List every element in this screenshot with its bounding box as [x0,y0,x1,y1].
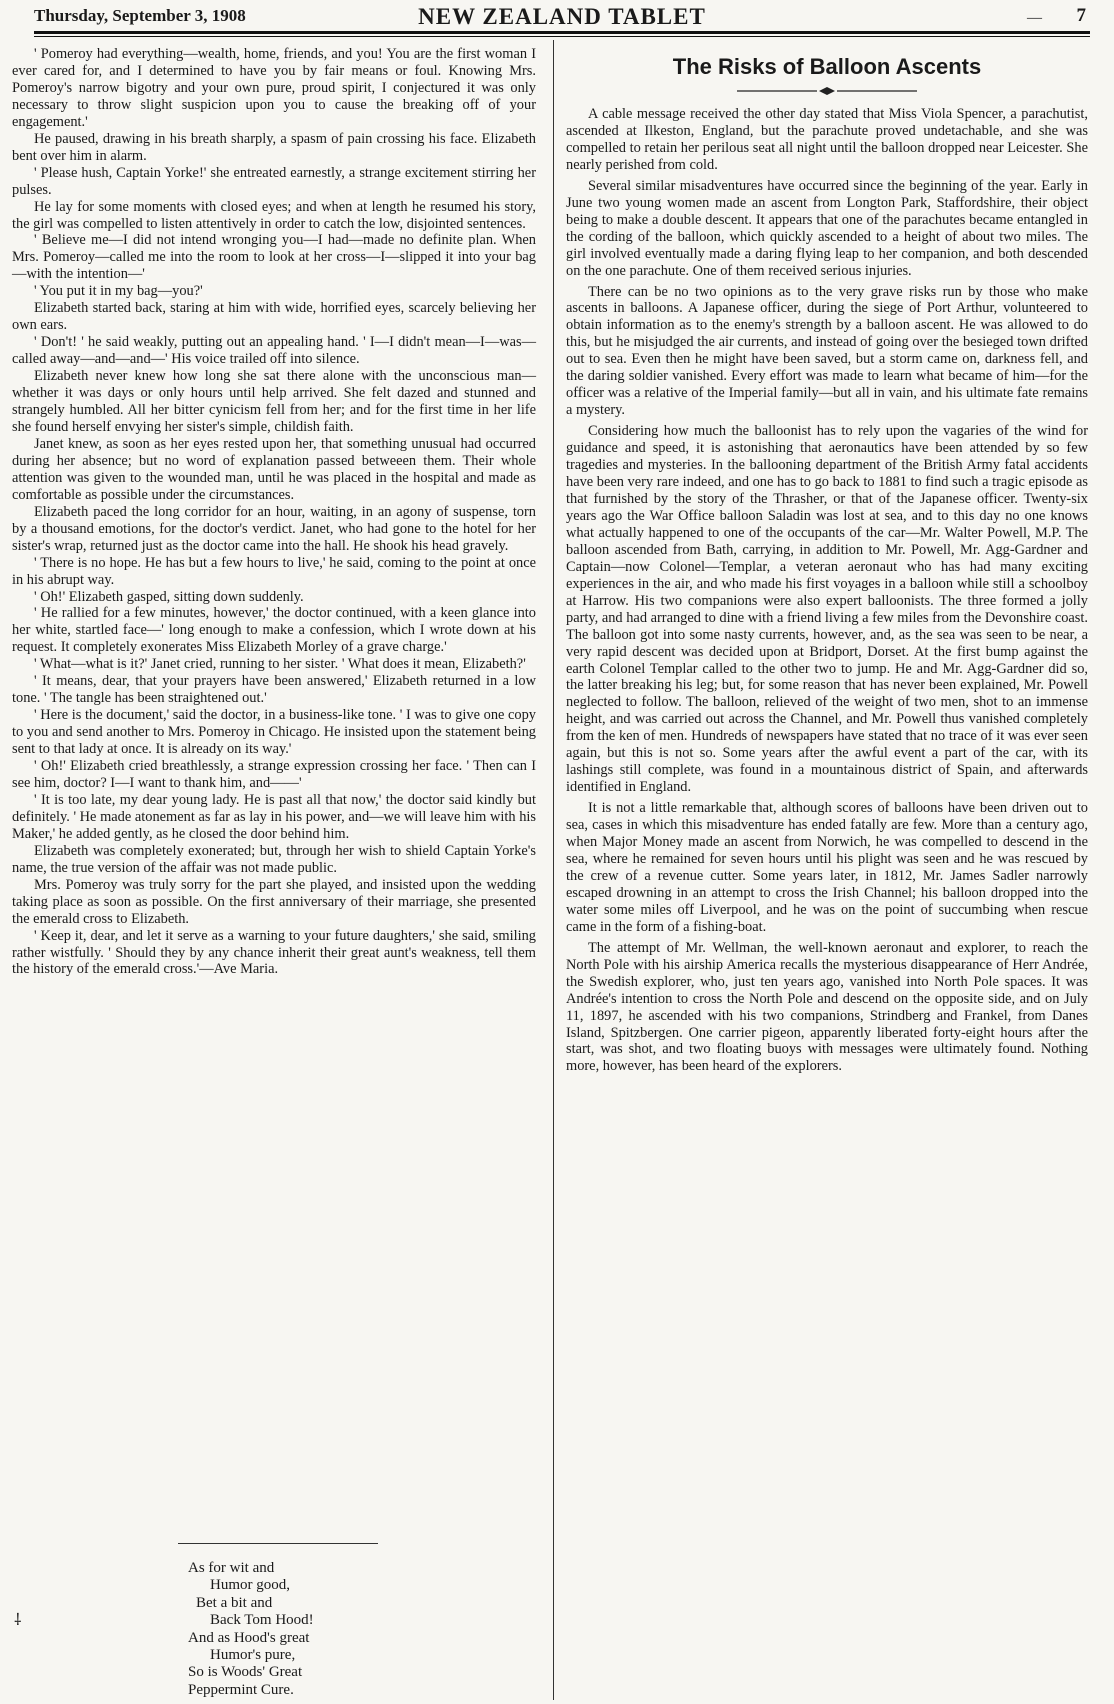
newspaper-title: NEW ZEALAND TABLET [418,4,706,29]
advertisement-poem [188,1560,448,1699]
poem-line: Back Tom Hood! [210,1612,314,1629]
page-number: 7 [1076,5,1086,26]
story-paragraph: Elizabeth paced the long corridor for an hour, waiting, in an agony of suspense, torn by a thousand emotions, for the doctor's verdict. Janet, who had gone to the hotel for her sister's wrap, returned just as the doctor came into the hall. He shook his head gravely. [12,503,536,554]
story-paragraph: ' He rallied for a few minutes, however,' the doctor continued, with a keen glance into her white, startled face—' long enough to make a confession, which I wrote down at his request. It completely exonerates Miss Elizabeth Morley of a grave charge.' [12,605,536,656]
story-paragraph: ' Oh!' Elizabeth gasped, sitting down suddenly. [34,588,304,605]
article-paragraph: Several similar misadventures have occurred since the beginning of the year. Early in June two young women made an ascent from Longton Park, Staffordshire, their object being to make a double descent. It appears that one of the parachutes became entangled in the cording of the balloon, which quickly ascended to a height of about two miles. The girl involved eventually made a daring flying leap to her companion, and both descended on the one parachute. One of them received serious injuries. [566,177,1088,279]
poem-line: Bet a bit and [196,1594,273,1611]
column-divider [553,40,554,1700]
story-paragraph: ' Oh!' Elizabeth cried breathlessly, a strange expression crossing her face. ' Then can I see him, doctor? I—I want to thank him, and——' [12,758,536,791]
title-ornament-icon [727,86,927,96]
poem-line: And as Hood's great [188,1629,310,1646]
header-rule-thick [34,31,1090,34]
story-paragraph: ' There is no hope. He has but a few hours to live,' he said, coming to the point at once in his abrupt way. [12,554,536,588]
story-paragraph: ' Keep it, dear, and let it serve as a warning to your future daughters,' she said, smiling rather wistfully. ' Should they by any chance inherit their great aunt's weakness, tell them the history of the emerald cross.'—Ave Maria. [12,927,536,978]
story-paragraph: Janet knew, as soon as her eyes rested upon her, that something unusual had occurred during her absence; but no word of explanation passed betweeen them. Their whole attention was given to the wounded man, until he was placed in the hospital and made as comfortable as possible under the circumstances. [12,435,536,503]
header-dash: — [1027,10,1042,26]
article-paragraph: The attempt of Mr. Wellman, the well-known aeronaut and explorer, to reach the North Pole with his airship America recalls the mysterious disappearance of Herr Andrée, the Swedish explorer, who, just ten years ago, vanished into North Pole spaces. It was Andrée's intention to cross the North Pole and descend on the opposite side, and on July 11, 1897, he ascended with his two companions, Strindberg and Frankel, from Danes Island, Spitzbergen. One carrier pigeon, apparently liberated forty-eight hours after the start, was shot, and two floating buoys with messages were ultimately found. Nothing more, however, has been heard of the explorers. [566,939,1088,1075]
story-paragraph: ' Don't! ' he said weakly, putting out an appealing hand. ' I—I didn't mean—I—was—called away—and—and—' His voice trailed off into silence. [12,334,536,368]
article-paragraph: Considering how much the balloonist has to rely upon the vagaries of the wind for guidance and speed, it is astonishing that aeronautics have been attended by so few tragedies and mysteries. In the ballooning department of the British Army fatal accidents have been very rare indeed, and one has to go back to 1881 to find such a tragic episode as that furnished by the story of the Thrasher, or that of the Japanese officer. Twenty-six years ago the War Office balloon Saladin was lost at sea, and to this day no one knows what actually happened to one of the occupants of the car—Mr. Walter Powell, M.P. The balloon ascended from Bath, carrying, in addition to Mr. Powell, Mr. Agg-Gardner and Captain—now Colonel—Templar, a veteran aeronaut who has had many exciting experiences in the air, and who made his first voyages in a balloon while still a schoolboy at Harrow. His two companions were also expert balloonists. The three formed a jolly party, and had arranged to dine with a friend living a few miles from the Devonshire coast. The balloon got into some nasty currents, however, and, as the sea was seen to be near, a very rapid descent was decided upon at Bridport, Dorset. At the first bump against the earth Colonel Templar called to the other two to jump. He and Mr. Agg-Gardner did so, the latter breaking his leg; but, for some reason that has never been explained, Mr. Powell neglected to follow. The balloon, relieved of the weight of two men, shot to an immense height, and was carried out across the Channel, and Mr. Powell thus vanished completely from the ken of men. Hundreds of newspapers have stated that no trace of it was ever seen again, but this is not so. Some years after the awful event a part of the car, with its lashings still complete, was found in a mountainous district of Spain, and afterwards identified in England. [566,423,1088,796]
poem-line: Humor good, [210,1577,290,1594]
story-paragraph: ' Pomeroy had everything—wealth, home, friends, and you! You are the first woman I ever cared for, and I determined to have you by fair means or foul. Knowing Mrs. Pomeroy's narrow bigotry and your own pure, proud spirit, I conjectured it was only necessary to throw slight suspicion upon you to cause the breaking off of your engagement.' [12,46,536,130]
left-column-story [12,46,536,978]
story-paragraph: ' Here is the document,' said the doctor, in a business-like tone. ' I was to give one copy to you and send another to Mrs. Pomeroy in Chicago. He insisted upon the statement being sent to that lady at once. It is already on its way.' [12,707,536,758]
article-paragraph: It is not a little remarkable that, although scores of balloons have been driven out to sea, cases in which this misadventure has ended fatally are few. More than a century ago, when Major Money made an ascent from Norwich, he was compelled to descend in the sea, where he remained for seven hours until his plight was seen and he was rescued by the crew of a revenue cutter. Some years later, in 1812, Mr. James Sadler narrowly escaped drowning in an attempt to cross the Irish Channel; his balloon dropped into the water some miles off Liverpool, and he was on the point of succumbing when rescue came in the form of a fishing-boat. [566,800,1088,935]
story-paragraph: ' It means, dear, that your prayers have been answered,' Elizabeth returned in a low tone. ' The tangle has been straightened out.' [12,673,536,707]
story-paragraph: Elizabeth started back, staring at him with wide, horrified eyes, scarcely believing her own ears. [12,300,536,334]
right-column-article [566,46,1088,1079]
article-paragraph: A cable message received the other day stated that Miss Viola Spencer, a parachutist, ascended at Ilkeston, England, but the parachute proved undetachable, and she was compelled to retain her perilous seat all night until the balloon dropped near Leicester. She nearly perished from cold. [566,106,1088,173]
story-paragraph: He paused, drawing in his breath sharply, a spasm of pain crossing his face. Elizabeth bent over him in alarm. [12,130,536,164]
poem-separator [178,1543,378,1544]
story-paragraph: ' It is too late, my dear young lady. He is past all that now,' the doctor said kindly but definitely. ' He made atonement as far as lay in his power, and—we will leave him with his Maker,' he added gently, as he closed the door behind him. [12,791,536,842]
story-paragraph: He lay for some moments with closed eyes; and when at length he resumed his story, the girl was compelled to listen attentively in order to catch the low, disjointed sentences. [12,198,536,232]
story-paragraph: ' Please hush, Captain Yorke!' she entreated earnestly, a strange excitement stirring her pulses. [12,164,536,198]
poem-line: Peppermint Cure. [188,1681,294,1698]
story-paragraph: ' Believe me—I did not intend wronging you—I had—made no definite plan. When Mrs. Pomeroy—called me into the room to look at her cross—I—slipped it into your bag—with the intention—' [12,232,536,283]
issue-date: Thursday, September 3, 1908 [34,6,246,25]
margin-mark-icon: ⸸ [14,1612,22,1629]
poem-line: As for wit and [188,1560,275,1576]
article-paragraph: There can be no two opinions as to the very grave risks run by those who make ascents in balloons. A Japanese officer, during the siege of Port Arthur, volunteered to obtain information as to the enemy's strength by a balloon ascent. He was allowed to do this, but he misjudged the air currents, and instead of going over the besieged town drifted out to sea. Even then he might have been saved, but a storm came on, darkness fell, and the daring soldier vanished. Every effort was made to learn what became of him—for the officer was a relative of the Imperial family—but all in vain, and his ultimate fate remains a mystery. [566,283,1088,419]
story-paragraph: ' You put it in my bag—you?' [34,283,203,300]
story-paragraph: Elizabeth was completely exonerated; but, through her wish to shield Captain Yorke's name, the true version of the affair was not made public. [12,842,536,876]
masthead [34,4,1090,30]
poem-line: So is Woods' Great [188,1664,303,1681]
story-paragraph: Mrs. Pomeroy was truly sorry for the part she played, and insisted upon the wedding taking place as soon as possible. On the first anniversary of their marriage, she presented the emerald cross to Elizabeth. [12,876,536,927]
header-rule-thin [34,36,1090,37]
story-paragraph: ' What—what is it?' Janet cried, running to her sister. ' What does it mean, Elizabeth?' [34,656,526,673]
poem-line: Humor's pure, [210,1647,296,1664]
story-paragraph: Elizabeth never knew how long she sat there alone with the unconscious man—whether it was days or only hours until help arrived. She felt dazed and stunned and strangely humbled. All her bitter cynicism fell from her; and for the first time in her life she found herself envying her sister's simple, childish faith. [12,368,536,435]
article-title: The Risks of Balloon Ascents [672,54,982,79]
